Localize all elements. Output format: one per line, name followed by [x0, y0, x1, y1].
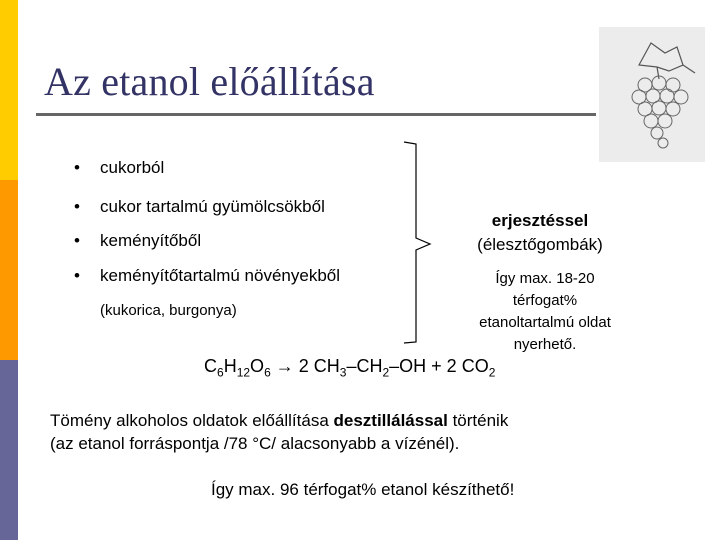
accent-bar-purple: [0, 360, 18, 540]
boiling-point-text: (az etanol forráspontja /78 °C/ alacsonyabb a vízénél).: [50, 434, 460, 453]
title-underline: [36, 113, 596, 116]
right-brace: [400, 140, 440, 345]
yield-line: nyerhető.: [513, 336, 577, 353]
accent-bar-orange: [0, 180, 18, 360]
page-title: Az etanol előállítása: [44, 59, 375, 104]
conclusion-text: Így max. 96 térfogat% etanol készíthető!: [211, 480, 515, 499]
sources-note: (kukorica, burgonya): [100, 302, 237, 319]
yield-line: térfogat%: [512, 292, 578, 309]
distillation-text: Tömény alkoholos oldatok előállítása desztillálással történik: [50, 411, 509, 430]
fermentation-method: erjesztéssel: [491, 211, 589, 230]
fermentation-agent: (élesztőgombák): [477, 235, 603, 254]
fermentation-equation: $C_6H_{12}O_6 \to 2$ $CH_3-CH_2-OH + 2$ $CO_2$: [204, 356, 496, 380]
distillation-term: desztillálással: [333, 411, 448, 430]
bullet-marker: •: [74, 158, 80, 177]
grape-cluster-illustration: [599, 27, 705, 162]
bullet-marker: •: [74, 266, 80, 285]
yield-line: Így max. 18-20: [495, 270, 595, 287]
yield-line: etanoltartalmú oldat: [479, 314, 611, 331]
bullet-marker: •: [74, 197, 80, 216]
accent-bar-yellow: [0, 0, 18, 180]
bullet-marker: •: [74, 231, 80, 250]
